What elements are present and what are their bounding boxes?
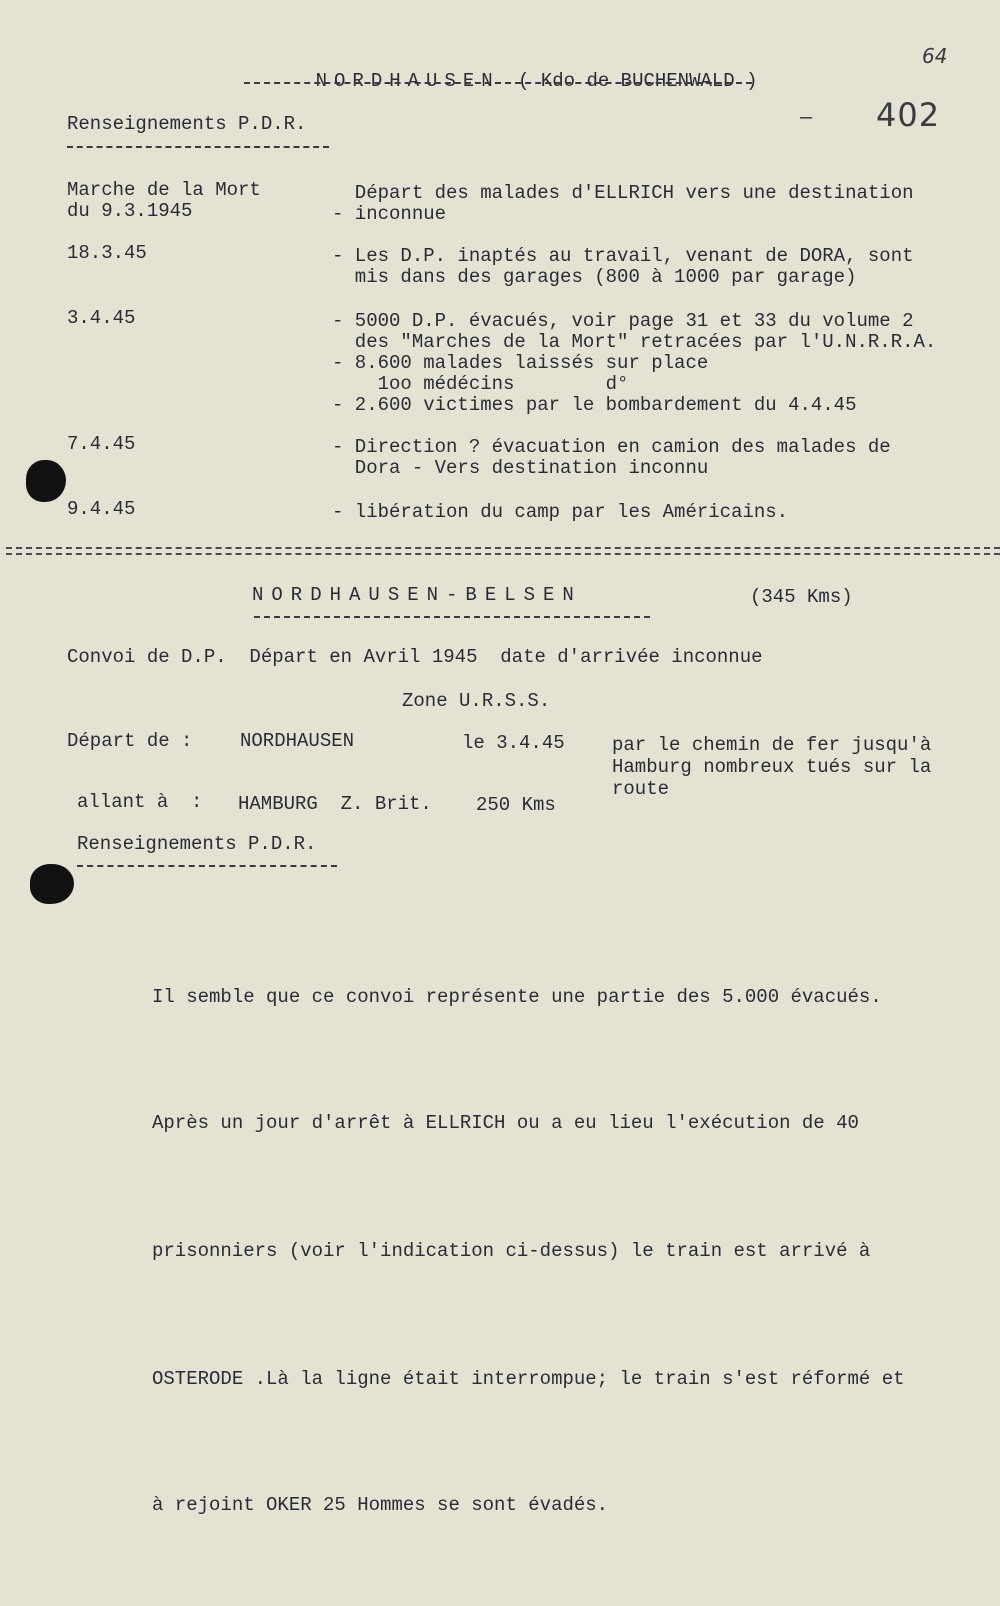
row1-date: Marche de la Mort du 9.3.1945 [67,179,261,222]
allant-place: HAMBURG Z. Brit. [238,793,432,815]
page-number: 64 [922,44,948,68]
route-note: par le chemin de fer jusqu'à Hamburg nombreux tués sur la route [612,734,932,800]
document-reference-number: 402 [876,96,941,134]
paragraph-line: prisonniers (voir l'indication ci-dessus) le train est arrivé à [152,1240,871,1262]
title-nordhausen: NORDHAUSEN [315,70,500,92]
punch-hole-mark [30,864,74,904]
zone-line: Zone U.R.S.S. [402,690,551,712]
title-subtitle: ( Kdo de BUCHENWALD ) [518,70,758,92]
depart-place: NORDHAUSEN [240,730,355,752]
row3-text: - 5000 D.P. évacués, voir page 31 et 33 du volume 2 des "Marches de la Mort" retracées par l'U.N.R.R.A. - 8.600 malades laissés sur place 1oo médécins d° - 2.600 victimes par le bombardement du 4.4.45 [332,310,937,416]
convoy-line: Convoi de D.P. Départ en Avril 1945 date d'arrivée inconnue [67,646,763,668]
row2-text: - Les D.P. inaptés au travail, venant de DORA, sont mis dans des garages (800 à 1000 par garage) [332,245,914,288]
allant-distance: 250 Kms [476,794,556,816]
section2-distance: (345 Kms) [750,586,853,608]
section-separator [6,547,1000,555]
paragraph-line: Il semble que ce convoi représente une partie des 5.000 évacués. [152,986,882,1008]
section2-heading: Renseignements P.D.R. [77,833,317,855]
punch-hole-mark [26,460,66,502]
allant-label: allant à : [77,791,203,813]
row1-text: Départ des malades d'ELLRICH vers une destination - inconnue [332,182,914,225]
depart-date: le 3.4.45 [462,732,565,754]
paragraph-line: à rejoint OKER 25 Hommes se sont évadés. [152,1494,609,1516]
row3-date: 3.4.45 [67,307,136,329]
row5-text: - libération du camp par les Américains. [332,501,789,523]
section1-heading-underline [67,146,329,148]
section2-title-underline [254,616,650,618]
report-paragraph [152,892,982,1606]
depart-label: Départ de : [67,730,193,752]
row4-text: - Direction ? évacuation en camion des malades de Dora - Vers destination inconnu [332,436,891,479]
row4-date: 7.4.45 [67,433,136,455]
paragraph-line: OSTERODE .Là la ligne était interrompue; le train s'est réformé et [152,1368,905,1390]
section2-title: NORDHAUSEN-BELSEN [252,584,582,606]
paragraph-line: Après un jour d'arrêt à ELLRICH ou a eu lieu l'exécution de 40 [152,1112,859,1134]
section2-heading-underline [77,865,337,867]
ref-mark: — [800,107,813,130]
title-underline [244,82,752,84]
row2-date: 18.3.45 [67,242,147,264]
row5-date: 9.4.45 [67,498,136,520]
section1-heading: Renseignements P.D.R. [67,113,307,135]
